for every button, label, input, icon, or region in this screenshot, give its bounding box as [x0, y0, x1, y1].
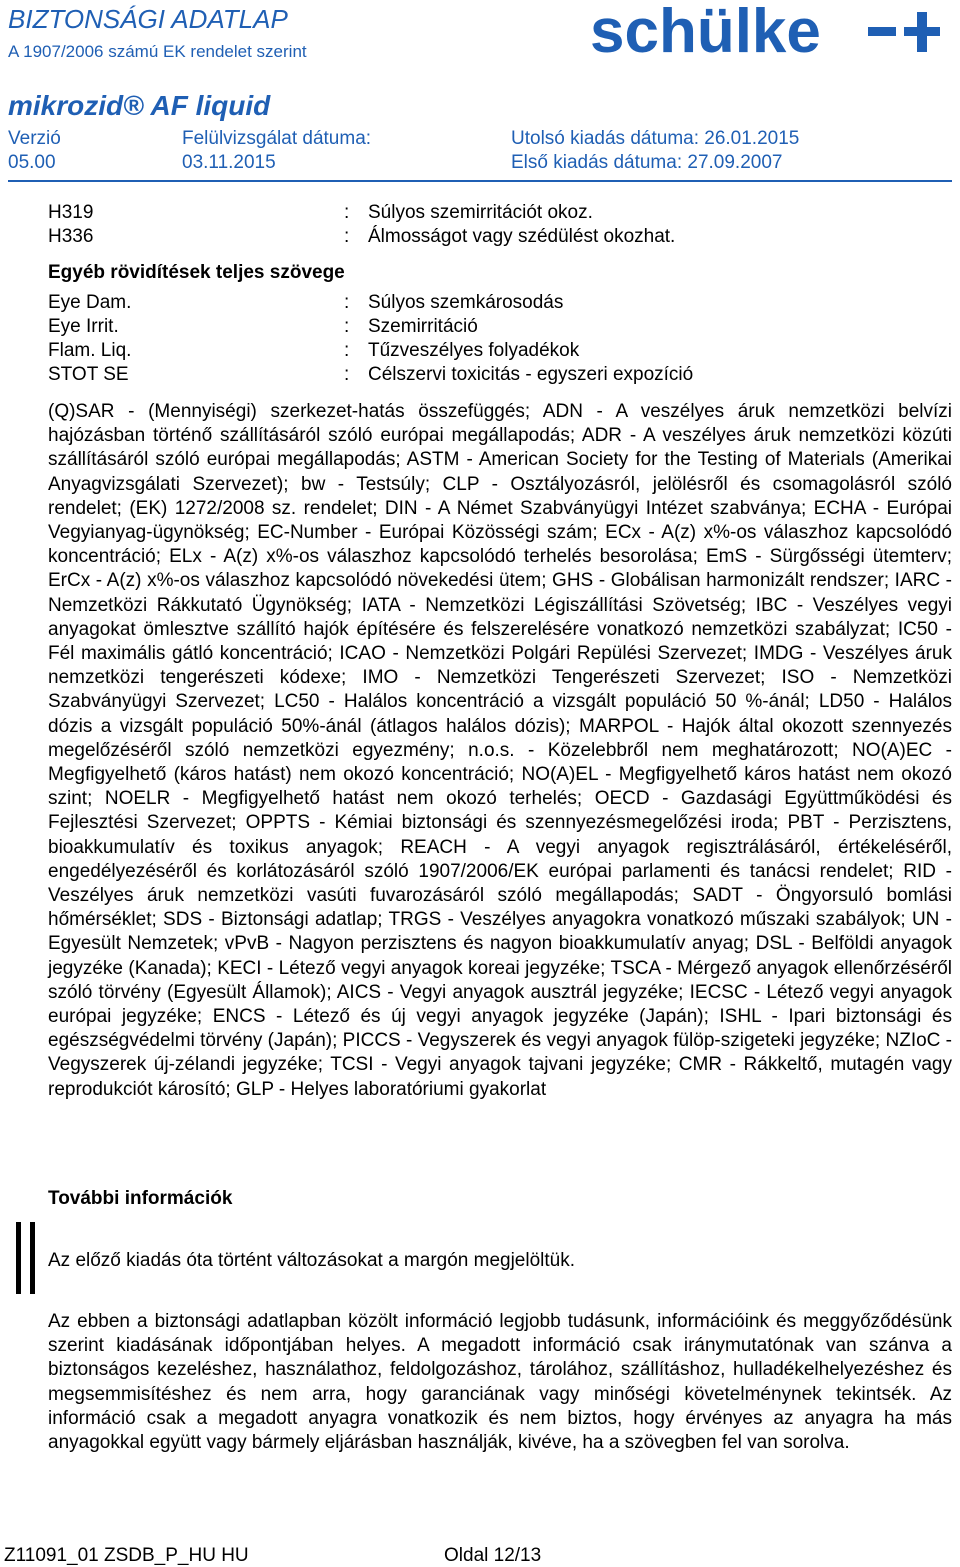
separator: :	[344, 364, 350, 385]
revision-date-value: 03.11.2015	[182, 152, 276, 173]
logo-wordmark: schülke	[590, 0, 821, 66]
version-value: 05.00	[8, 152, 56, 173]
hazard-text: Álmosságot vagy szédülést okozhat.	[368, 226, 676, 247]
page-number: Oldal 12/13	[444, 1545, 542, 1566]
abbrev-code: Eye Dam.	[48, 292, 132, 313]
separator: :	[344, 316, 350, 337]
hazard-code: H336	[48, 226, 94, 247]
abbrev-text: Tűzveszélyes folyadékok	[368, 340, 580, 361]
abbrev-code: STOT SE	[48, 364, 129, 385]
abbrev-code: Flam. Liq.	[48, 340, 132, 361]
separator: :	[344, 226, 350, 247]
separator: :	[344, 292, 350, 313]
change-marker-bar	[16, 1222, 21, 1294]
abbreviations-glossary: (Q)SAR - (Mennyiségi) szerkezet-hatás összefüggés; ADN - A veszélyes áruk nemzetközi belvízi hajózásban történő szállításáról szóló európai megállapodás; ADR - A veszélyes áruk nemzetközi közúti szállításáról szóló európai megállapodás; ASTM - American Society for the Testing of Materials (Amerikai Anyagvizsgálati Szervezet); bw - Testsúly; CLP - Osztályozásról, jelölésről és csomagolásról szóló rendelet; (EK) 1272/2008 sz. rendelet; DIN - A Német Szabványügyi Intézet szabványa; ECHA - Európai Vegyianyag-ügynökség; EC-Number - Európai Közösségi szám; ECx - A(z) x%-os válaszhoz kapcsolódó koncentráció; ELx - A(z) x%-os válaszhoz kapcsolódó terhelés besorolása; EmS - Sürgősségi ütemterv; ErCx - A(z) x%-os válaszhoz kapcsolódó növekedési ütem; GHS - Globálisan harmonizált rendszer; IARC - Nemzetközi Rákkutató Ügynökség; IATA - Nemzetközi Légiszállítási Szövetség; IBC - Veszélyes vegyi anyagokat ömlesztve szállító hajók építésére és felszerelésére vonatkozó nemzetközi szabályzat; IC50 - Fél maximális gátló koncentráció; ICAO - Nemzetközi Polgári Repülési Szervezet; IMDG - Veszélyes áruk nemzetközi tengerészeti kódexe; IMO - Nemzetközi Tengerészeti Szervezet; ISO - Nemzetközi Szabványügyi Szervezet; LC50 - Halálos koncentráció a vizsgált populáció 50 %-ánál; LD50 - Halálos dózis a vizsgált populáció 50%-ánál (átlagos halálos dózis); MARPOL - Hajók által okozott szennyezés megelőzéséről szóló nemzetközi egyezmény; n.o.s. - Közelebbről nem meghatározott; NO(A)EC - Megfigyelhető (káros hatást) nem okozó koncentráció; NO(A)EL - Megfigyelhető káros hatást nem okozó szint; NOELR - Megfigyelhető hatást nem okozó terhelés; OECD - Gazdasági Együttműködési és Fejlesztési Szervezet; OPPTS - Kémiai biztonsági és szennyezésmegelőzési iroda; PBT - Perzisztens, bioakkumulatív és toxikus anyagok; REACH - A vegyi anyagok regisztrálásáról, értékeléséről, engedélyezéséről és korlátozásáról szóló 1907/2006/EK európai parlamenti és tanácsi rendelet; RID - Veszélyes áruk nemzetközi vasúti fuvarozásáról szóló megállapodás; SADT - Öngyorsuló bomlási hőmérséklet; SDS - Biztonsági adatlap; TRGS - Veszélyes anyagokra vonatkozó műszaki szabályok; UN - Egyesült Nemzetek; vPvB - Nagyon perzisztens és nagyon bioakkumulatív anyag; DSL - Belföldi anyagok jegyzéke (Kanada); KECI - Létező vegyi anyagok koreai jegyzéke; TSCA - Mérgező anyagok ellenőrzéséről szóló törvény (Egyesült Államok); AICS - Vegyi anyagok ausztrál jegyzéke; IECSC - Létező vegyi anyagok európai jegyzéke; ENCS - Létező és új vegyi anyagok jegyzéke (Japán); ISHL - Ipari biztonsági és egészségvédelmi törvény (Japán); PICCS - Vegyszerek és vegyi anyagok fülöp-szigeteki jegyzéke; NZIoC - Vegyszerek új-zélandi jegyzéke; TCSI - Vegyi anyagok tajvani jegyzéke; CMR - Rákkeltő, mutagén vagy reprodukciót károsító; GLP - Helyes laboratóriumi gyakorlat	[48, 401, 952, 1100]
change-marker-bar	[30, 1222, 35, 1294]
last-issue-date: Utolsó kiadás dátuma: 26.01.2015	[511, 128, 800, 149]
abbrev-text: Súlyos szemkárosodás	[368, 292, 564, 313]
header-divider	[8, 180, 952, 182]
regulation-subtitle: A 1907/2006 számú EK rendelet szerint	[8, 42, 307, 61]
abbrev-text: Szemirritáció	[368, 316, 478, 337]
document-code: Z11091_01 ZSDB_P_HU HU	[4, 1545, 249, 1566]
abbrev-text: Célszervi toxicitás - egyszeri expozíció	[368, 364, 694, 385]
hazard-text: Súlyos szemirritációt okoz.	[368, 202, 593, 223]
version-label: Verzió	[8, 128, 61, 149]
separator: :	[344, 340, 350, 361]
logo-symbol-icon	[868, 12, 940, 52]
change-note: Az előző kiadás óta történt változásokat a margón megjelöltük.	[48, 1250, 576, 1271]
revision-date-label: Felülvizsgálat dátuma:	[182, 128, 372, 149]
hazard-code: H319	[48, 202, 94, 223]
first-issue-date: Első kiadás dátuma: 27.09.2007	[511, 152, 783, 173]
disclaimer: Az ebben a biztonsági adatlapban közölt információ legjobb tudásunk, információink és meggyőződésünk szerint kiadásának időpontjában helyes. A megadott információ csak iránymutatónak van szánva a biztonságos kezeléshez, használathoz, feldolgozáshoz, tárolához, szállításhoz, hulladékelhelyezéshez és megsemmisítéshez és nem arra, hogy garanciának vagy minőségi követelménynek tekintsék. Az információ csak a megadott anyagra vonatkozik és nem biztos, hogy érvényes az anyagra ha más anyagokkal együtt vagy bármely eljárásban használják, kivéve, ha a szövegben fel van sorolva.	[48, 1311, 952, 1454]
abbreviations-heading: Egyéb rövidítések teljes szövege	[48, 262, 345, 283]
product-name: mikrozid® AF liquid	[8, 90, 271, 121]
separator: :	[344, 202, 350, 223]
abbrev-code: Eye Irrit.	[48, 316, 119, 337]
further-info-heading: További információk	[48, 1188, 233, 1209]
document-type-title: BIZTONSÁGI ADATLAP	[8, 4, 288, 34]
schulke-logo	[586, 0, 946, 66]
